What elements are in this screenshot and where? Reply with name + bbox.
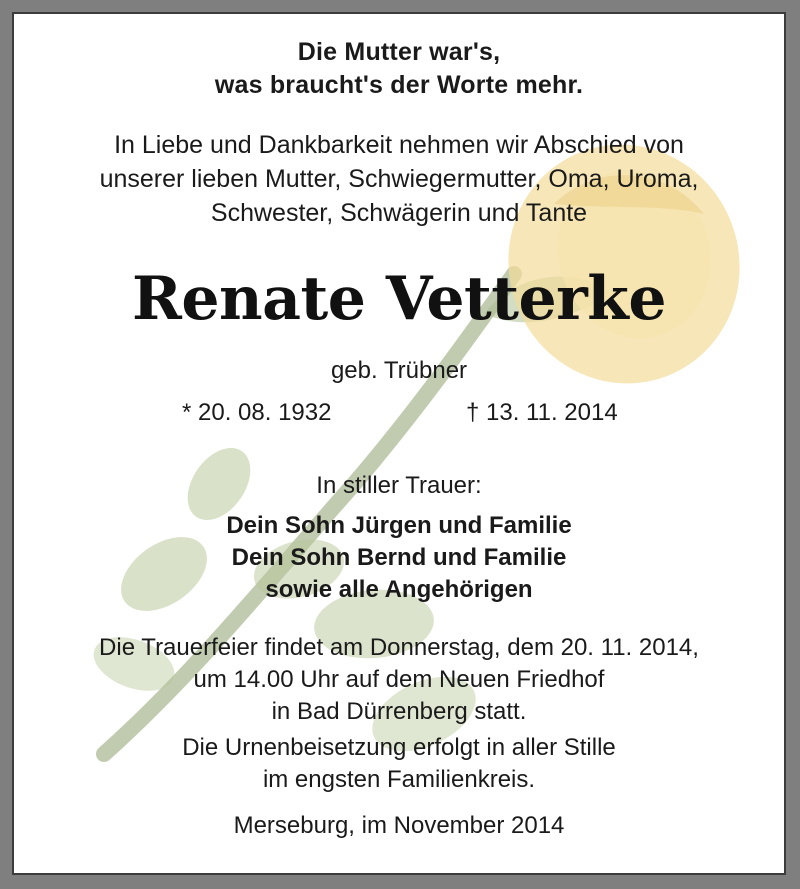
motto-line-2: was braucht's der Worte mehr. (214, 71, 584, 99)
place-and-date: Merseburg, im November 2014 (233, 812, 565, 839)
mourner-item: sowie alle Angehörigen (265, 576, 533, 603)
maiden-name: geb. Trübner (330, 357, 468, 384)
obituary-notice (12, 12, 786, 875)
urn-burial-info (14, 732, 784, 796)
intro-line-3: Schwester, Schwägerin und Tante (210, 199, 588, 227)
urn-line-2: im engsten Familienkreis. (262, 766, 536, 793)
funeral-info (14, 632, 784, 728)
mourning-heading: In stiller Trauer: (316, 472, 482, 499)
motto (14, 36, 784, 102)
intro-text (14, 128, 784, 230)
intro-line-1: In Liebe und Dankbarkeit nehmen wir Abschied von (114, 131, 684, 159)
deceased-name: Renate Vetterke (132, 264, 666, 334)
mourners-list (14, 510, 784, 606)
death-date: † 13. 11. 2014 (466, 399, 618, 426)
mourner-item: Dein Sohn Jürgen und Familie (226, 512, 572, 539)
life-dates (14, 398, 784, 428)
mourner-item: Dein Sohn Bernd und Familie (231, 544, 567, 571)
birth-date: * 20. 08. 1932 (182, 399, 332, 426)
funeral-line-3: in Bad Dürrenberg statt. (271, 698, 527, 725)
motto-line-1: Die Mutter war's, (297, 38, 501, 66)
funeral-line-2: um 14.00 Uhr auf dem Neuen Friedhof (193, 666, 605, 693)
funeral-line-1: Die Trauerfeier findet am Donnerstag, dem 20. 11. 2014, (99, 634, 699, 661)
intro-line-2: unserer lieben Mutter, Schwiegermutter, Oma, Uroma, (99, 165, 699, 193)
urn-line-1: Die Urnenbeisetzung erfolgt in aller Stille (182, 734, 616, 761)
